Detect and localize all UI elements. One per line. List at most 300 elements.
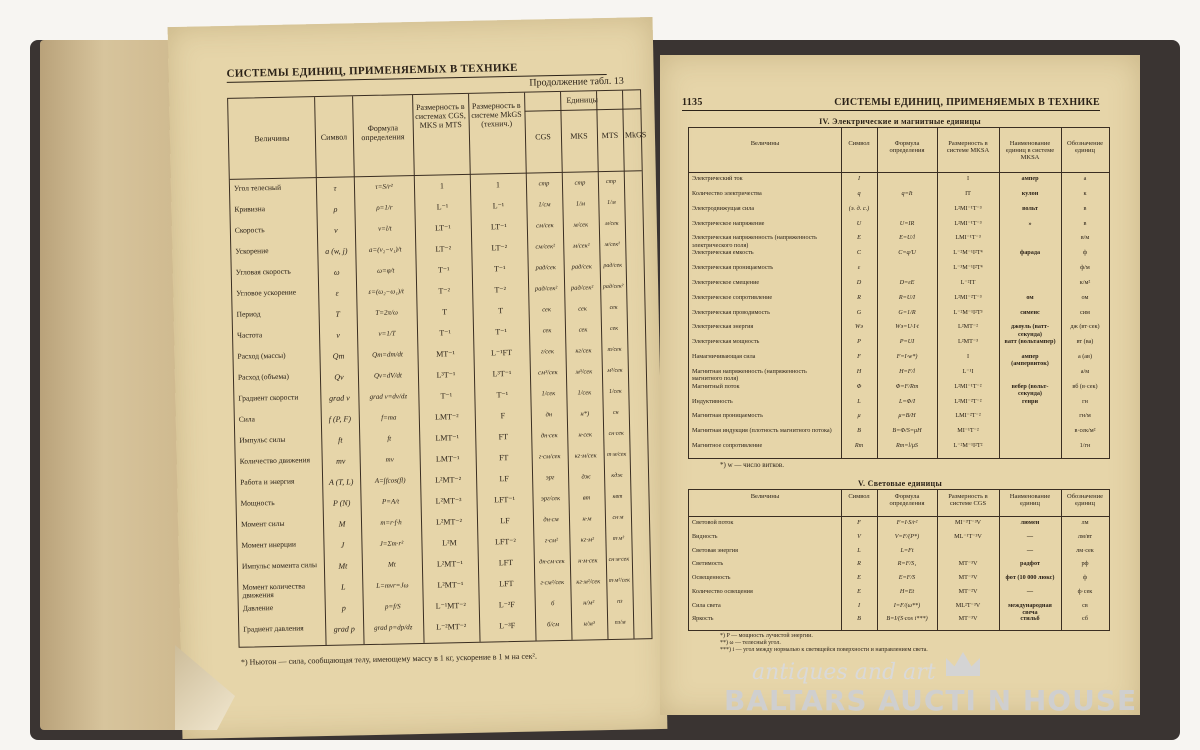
quantity-name: Давление [242, 603, 274, 613]
unit-symbol: к/м² [1079, 278, 1091, 286]
symbol: E [857, 574, 861, 581]
continuation-label: Продолжение табл. 13 [529, 75, 624, 89]
unit-cgs: см/сек [535, 222, 554, 230]
unit-cgs: рад/сек² [534, 285, 558, 293]
quantity-name: Сила света [692, 601, 721, 609]
dimension-cgs: LT⁻² [435, 244, 452, 254]
symbol: ε [857, 264, 861, 272]
quantity-name: Электрическое напряжение [692, 219, 765, 227]
header-rule [682, 110, 1100, 111]
column-divider [1061, 490, 1062, 630]
column-header: MTS [601, 130, 619, 141]
dimension-cgs: L²M [442, 538, 457, 548]
quantity-name: Импульс момента силы [241, 560, 318, 571]
column-header: Величины [750, 493, 780, 500]
formula: P=A/t [381, 497, 400, 506]
symbol: q [857, 189, 861, 197]
unit-name: радфот [1020, 560, 1040, 568]
column-divider [1061, 128, 1062, 458]
unit-mts: т·м² [612, 535, 625, 542]
dimension: L⁻²M⁻¹I²T⁴ [953, 249, 983, 257]
formula: F=I·S/r² [896, 519, 918, 526]
column-divider [877, 128, 878, 458]
dimension-cgs: L⁻¹ [436, 202, 449, 212]
dimension: IT [965, 189, 971, 197]
unit-cgs: г·см²/сек [540, 578, 565, 587]
table4-footnote: *) w — число витков. [720, 461, 784, 469]
column-header: Размерность в системе MKSA [946, 140, 990, 154]
unit-mts: т/сек [607, 346, 622, 354]
table5-footnote: **) ω — телесный угол. [720, 640, 781, 646]
unit-mks: н/м² [583, 599, 595, 607]
dimension: LMI⁻²T⁻² [955, 412, 981, 420]
unit-symbol: гн/м [1079, 412, 1091, 420]
formula: T=2π/ω [375, 308, 398, 317]
dimension-cgs: L⁻²MT⁻² [436, 622, 467, 632]
unit-mts: кдж [611, 472, 623, 479]
column-header: Наименование единиц в системе MKSA [1005, 140, 1055, 161]
quantity-name: Мощность [240, 498, 275, 508]
symbol: ρ [333, 204, 338, 214]
dimension-cgs: L²MT⁻² [435, 517, 463, 527]
symbol: Qm [332, 351, 345, 361]
column-divider [999, 128, 1000, 458]
dimension: MI⁻¹T⁻² [957, 427, 979, 435]
table5-title: V. Световые единицы [857, 479, 942, 488]
unit-mts: м³/сек [607, 367, 623, 375]
symbol: L [857, 546, 861, 554]
unit-name: стильб [1020, 615, 1040, 623]
quantity-name: Угловое ускорение [236, 287, 297, 298]
dimension-cgs: LMT⁻² [434, 412, 459, 422]
left-page [168, 17, 668, 739]
unit-symbol: ф [1082, 249, 1087, 257]
quantity-name: Освещенность [692, 574, 731, 581]
quantity-name: Электрическое сопротивление [692, 293, 773, 301]
watermark-tagline: antiques and art [752, 660, 936, 685]
unit-symbol: лм [1081, 519, 1089, 526]
dimension: L⁻²M⁻¹I²T³ [953, 308, 983, 316]
dimension-mkgs: L⁻³F [499, 621, 516, 631]
unit-mks: кг·м/сек [574, 452, 597, 460]
column-divider [999, 490, 1000, 630]
unit-name: » [1028, 219, 1032, 227]
column-header: Формула определения [889, 140, 925, 154]
unit-mts: стр [605, 178, 616, 186]
symbol: p [341, 603, 346, 613]
unit-cgs: см/сек² [535, 243, 556, 251]
dimension: L⁻¹I [962, 367, 974, 375]
symbol: Φ [856, 382, 862, 390]
formula: ft [387, 434, 392, 443]
unit-name: фот (10 000 люкс) [1005, 574, 1055, 581]
dimension: MT⁻³V [958, 615, 978, 623]
dimension: L²MI⁻²T⁻³ [954, 293, 982, 301]
quantity-name: Количество освещения [692, 587, 753, 595]
formula: H=Et [899, 587, 915, 595]
column-divider [937, 128, 938, 458]
unit-mts: сн·м [612, 514, 624, 521]
dimension-cgs: L²MT⁻² [435, 475, 462, 485]
column-header: Символ [848, 493, 870, 500]
dimension-cgs: T⁻¹ [440, 391, 453, 401]
column-header: Символ [320, 132, 348, 142]
dimension: L²MI⁻²T⁻² [954, 397, 982, 405]
formula: D=εE [899, 278, 915, 286]
symbol: I [857, 175, 861, 182]
quantity-name: Момент силы [240, 518, 285, 529]
unit-cgs: сек [542, 327, 552, 335]
unit-name: вебер (вольт-секунда) [1011, 382, 1049, 397]
formula: R=U/I [898, 293, 916, 301]
unit-mts: квт [612, 493, 623, 500]
symbol: ω [333, 267, 340, 277]
symbol: T [335, 309, 340, 319]
formula: E=U/l [899, 234, 915, 242]
formula: Rm=l/μS [895, 442, 919, 450]
dimension-mkgs: FT [498, 453, 509, 463]
formula: L=Ft [900, 546, 914, 554]
symbol: ν [336, 330, 340, 340]
unit-name: международная свеча [1008, 601, 1052, 616]
unit-mks: дж [581, 473, 591, 481]
formula: C=q/U [898, 249, 916, 257]
column-header: Размерность в системе MkGS (технич.) [471, 100, 522, 129]
unit-mks: кг/сек [575, 347, 592, 355]
unit-mks: кг·м² [580, 536, 595, 544]
units-header: Единицы [566, 95, 599, 105]
unit-cgs: дн·см [543, 516, 559, 524]
unit-symbol: вт (ва) [1076, 338, 1094, 346]
unit-cgs: сек [542, 306, 552, 314]
dimension-mkgs: LFT [499, 579, 514, 589]
table5-footnote: ***) i — угол между нормалью к светящейся поверхности и направлением света. [720, 647, 928, 653]
symbol: v [334, 225, 338, 235]
dimension-mkgs: T [498, 306, 504, 316]
symbol: grad p [333, 624, 355, 634]
dimension-cgs: L³T⁻¹ [436, 370, 456, 380]
dimension-cgs: T [442, 307, 448, 317]
unit-mts: м/сек [604, 220, 619, 228]
unit-mks: м/сек² [572, 242, 590, 250]
quantity-name: Магнитная напряженность (напряженность магнитного поля) [692, 367, 807, 383]
unit-mts: 1/сек [608, 388, 622, 395]
unit-symbol: дж (вт·сек) [1070, 323, 1100, 331]
dimension-mkgs: LFT [498, 558, 514, 568]
dimension-cgs: L²MT⁻¹ [436, 559, 463, 569]
column-header: Обозначение единиц [1067, 140, 1103, 154]
unit-name: джоуль (ватт-секунда) [1010, 323, 1050, 338]
unit-symbol: в [1083, 219, 1087, 227]
dimension-cgs: L⁻¹MT⁻² [435, 601, 466, 611]
dimension-cgs: 1 [439, 181, 445, 191]
symbol: F [857, 353, 861, 361]
dimension-mkgs: F [500, 411, 506, 421]
formula: E=F/S [898, 574, 916, 581]
unit-mks: вт [582, 494, 591, 502]
unit-symbol: ф·сек [1077, 587, 1093, 595]
quantity-name: Угол телесный [233, 182, 282, 193]
symbol: E [857, 587, 861, 595]
quantity-name: Магнитная индукция (плотность магнитного потока) [692, 427, 832, 435]
formula: I=F/(ω**) [893, 601, 921, 609]
quantity-name: Момент инерции [241, 539, 297, 550]
unit-cgs: г·см² [544, 537, 559, 545]
unit-name: ом [1026, 293, 1034, 301]
unit-symbol: а/м [1080, 367, 1090, 375]
dimension-cgs: L²MT⁻³ [435, 496, 462, 506]
unit-mts: пз/м [614, 619, 626, 626]
formula: L=Φ/I [898, 397, 916, 405]
formula: B=Φ/S=μH [892, 427, 922, 435]
dimension-cgs: LMT⁻¹ [435, 454, 460, 464]
quantity-name: Магнитный поток [692, 382, 740, 390]
unit-mks: м/сек [573, 221, 589, 229]
unit-symbol: гн [1082, 397, 1088, 405]
unit-symbol: ф [1082, 574, 1087, 581]
dimension: L²MI⁻¹T⁻² [954, 382, 982, 390]
dimension-mkgs: L³T⁻¹ [492, 369, 512, 379]
quantity-name: Электрическая проницаемость [692, 264, 774, 272]
symbol: U [856, 219, 862, 227]
quantity-name: Светимость [692, 560, 724, 568]
dimension-mkgs: LFT⁻² [494, 536, 516, 547]
formula: ν=1/T [378, 329, 396, 338]
dimension: L²MI⁻¹T⁻³ [954, 219, 982, 227]
dimension: ML⁻¹T⁻³V [954, 532, 982, 540]
unit-name: сименс [1020, 308, 1040, 316]
header-divider [689, 172, 1109, 173]
quantity-name: Световая энергия [692, 546, 738, 554]
column-divider [877, 490, 878, 630]
unit-symbol: св [1082, 601, 1088, 609]
unit-name: — [1026, 546, 1034, 554]
formula: A=∫fcos(fl) [374, 476, 406, 485]
unit-cgs: стр [538, 180, 550, 188]
unit-mks: н·сек [578, 431, 593, 439]
symbol: I [857, 601, 861, 609]
quantity-name: Количество электричества [692, 189, 762, 197]
unit-name: ампер (ампервиток) [1011, 353, 1049, 368]
formula: v=l/t [377, 224, 392, 233]
symbol: Rm [854, 442, 864, 450]
unit-mks: сек [578, 305, 588, 313]
dimension-cgs: LMT⁻¹ [435, 433, 460, 443]
unit-mts: сн·м·сек [608, 556, 630, 564]
formula: grad p=dp/dz [373, 623, 413, 632]
symbol: D [856, 278, 862, 286]
dimension: L²MI⁻¹T⁻³ [954, 204, 982, 212]
symbol: E [857, 234, 861, 242]
formula: L=mvr=Jω [376, 581, 409, 590]
symbol: τ [333, 183, 337, 193]
dimension-cgs: LT⁻¹ [434, 223, 451, 233]
right-page-header: СИСТЕМЫ ЕДИНИЦ, ПРИМЕНЯЕМЫХ В ТЕХНИКЕ [834, 97, 1100, 108]
dimension: MT⁻²V [958, 587, 978, 595]
symbol: grad v [328, 393, 350, 403]
quantity-name: Магнитная проницаемость [692, 412, 763, 420]
formula: m=r·f·h [380, 518, 402, 527]
formula: H=F/l [899, 367, 915, 375]
unit-symbol: в [1083, 204, 1087, 212]
dimension-mkgs: T⁻¹ [495, 327, 507, 337]
symbol: Mt [338, 561, 348, 571]
dimension-mkgs: L⁻²F [498, 600, 515, 610]
symbol: B [857, 615, 861, 623]
formula: grad v=dv/dz [369, 392, 408, 402]
unit-name: кулон [1021, 189, 1039, 197]
unit-name: люмен [1020, 519, 1040, 526]
symbol: ε [335, 288, 339, 298]
symbol: L [857, 397, 861, 405]
formula: U=IR [899, 219, 915, 227]
dimension: L⁻²IT [960, 278, 976, 286]
unit-name: ватт (вольтампер) [1004, 338, 1056, 346]
unit-symbol: рф [1081, 560, 1089, 568]
formula: ω=φ/t [376, 266, 395, 275]
unit-mts: пз [616, 598, 623, 605]
column-divider [937, 490, 938, 630]
unit-symbol: ом [1081, 293, 1089, 301]
dimension-cgs: T⁻¹ [437, 265, 450, 275]
unit-symbol: лм·сек [1076, 546, 1094, 554]
dimension-cgs: T⁻² [438, 286, 451, 296]
dimension-mkgs: L⁻¹ [492, 201, 505, 211]
unit-cgs: рад/сек [535, 264, 556, 272]
unit-name: — [1026, 587, 1034, 595]
mechanical-units-table [227, 89, 652, 648]
unit-mks: н·м·сек [578, 557, 598, 565]
quantity-name: Скорость [234, 225, 265, 235]
unit-name: — [1026, 532, 1034, 540]
formula: Φ=F/Rm [895, 382, 919, 390]
quantity-name: Видность [692, 532, 718, 540]
column-divider [841, 128, 842, 458]
unit-mks: н*) [580, 410, 590, 418]
dimension: I [966, 175, 970, 182]
dimension-mkgs: T⁻¹ [496, 390, 509, 400]
unit-mks: н/м³ [583, 620, 595, 628]
quantity-name: Импульс силы [239, 434, 286, 445]
dimension: LMI⁻¹T⁻³ [955, 234, 981, 242]
symbol: F [857, 519, 861, 526]
column-header: Наименование единиц [1009, 493, 1051, 507]
unit-symbol: вб (в·сек) [1072, 382, 1098, 390]
formula: Qm=dm/dt [372, 350, 403, 359]
dimension-mkgs: T⁻² [494, 285, 507, 295]
symbol: B [857, 427, 861, 435]
quantity-name: Момент количества движения [242, 581, 306, 600]
formula: P=UI [899, 338, 915, 346]
column-header: Обозначение единиц [1067, 493, 1103, 507]
formula: F=I·w*) [896, 353, 918, 361]
formula: B=I/(S·cos i***) [886, 615, 928, 623]
formula: q=It [901, 189, 913, 197]
unit-name: генри [1021, 397, 1039, 405]
dimension-cgs: T⁻¹ [439, 328, 451, 338]
column-divider [841, 490, 842, 630]
quantity-name: Магнитное сопротивление [692, 442, 763, 450]
dimension: L⁻²M⁻¹I²T² [953, 442, 983, 450]
unit-mts: сн·сек [608, 430, 624, 438]
symbol: G [856, 308, 862, 316]
symbol: (э. д. с.) [848, 204, 870, 212]
unit-mts: сн [612, 409, 619, 416]
dimension: L²MT⁻³ [957, 338, 979, 346]
unit-cgs: эрг/сек [540, 495, 561, 503]
quantity-name: Электрическое смещение [692, 278, 760, 286]
formula: ρ=1/r [376, 203, 393, 212]
table5-footnotes [720, 633, 928, 654]
symbol: H [856, 367, 862, 375]
formula: V=F/(P*) [894, 532, 920, 540]
light-units-table [688, 489, 1110, 631]
dimension: L⁻³M⁻¹I²T⁴ [953, 264, 983, 272]
electric-units-table [688, 127, 1110, 459]
quantity-name: Работа и энергия [240, 476, 295, 487]
symbol: ft [337, 435, 343, 445]
quantity-name: Световой поток [692, 519, 734, 526]
unit-cgs: г/сек [540, 348, 555, 356]
quantity-name: Частота [236, 330, 263, 340]
unit-symbol: сб [1082, 615, 1088, 623]
formula: a=(v₂−v₁)/t [368, 245, 402, 254]
symbol: mv [335, 456, 346, 466]
symbol: R [857, 560, 861, 568]
dimension: L²MT⁻² [957, 323, 979, 331]
unit-symbol: лм/вт [1077, 532, 1093, 540]
unit-mks: рад/сек² [570, 284, 594, 292]
symbol: Qv [334, 372, 344, 382]
unit-mts: 1/м [607, 199, 616, 206]
dimension-mkgs: LFT⁻¹ [494, 494, 516, 505]
formula: τ=S/r² [375, 182, 393, 191]
unit-mks: рад/сек [571, 263, 592, 271]
table4-title: IV. Электрические и магнитные единицы [819, 117, 981, 126]
dimension: MT⁻³V [958, 560, 978, 568]
quantity-name: Индуктивность [692, 397, 733, 405]
symbol: Wэ [855, 323, 863, 331]
unit-symbol: а (ав) [1077, 353, 1093, 361]
column-header: Символ [848, 140, 870, 147]
unit-mks: кг·м²/сек [576, 578, 601, 586]
symbol: a (w, j) [325, 246, 348, 256]
formula: J=Σm·r² [379, 539, 404, 548]
quantity-name: Угловая скорость [235, 266, 291, 277]
quantity-name: Ускорение [235, 246, 269, 256]
unit-mks: н·м [582, 515, 592, 523]
column-header: MKS [570, 131, 588, 141]
unit-mks: сек [578, 326, 588, 334]
dimension-mkgs: T⁻¹ [493, 264, 506, 274]
formula: ε=(ω₂−ω₁)/t [368, 287, 405, 297]
formula: p=f/S [384, 602, 401, 611]
formula: Mt [387, 560, 396, 569]
symbol: C [856, 249, 862, 257]
unit-name: ампер [1021, 175, 1039, 182]
unit-name: вольт [1022, 204, 1038, 212]
symbol: V [857, 532, 861, 540]
quantity-name: Сила [238, 414, 256, 424]
unit-mts: т·м/сек [606, 451, 627, 459]
symbol: J [340, 540, 345, 550]
quantity-name: Расход (объема) [237, 371, 290, 382]
quantity-name: Кривизна [234, 204, 266, 214]
unit-mks: м³/сек [575, 368, 593, 376]
symbol: P [857, 338, 861, 346]
column-header: Размерность в системах CGS, MKS и MTS [415, 101, 466, 130]
dimension: MT⁻³V [958, 574, 978, 581]
